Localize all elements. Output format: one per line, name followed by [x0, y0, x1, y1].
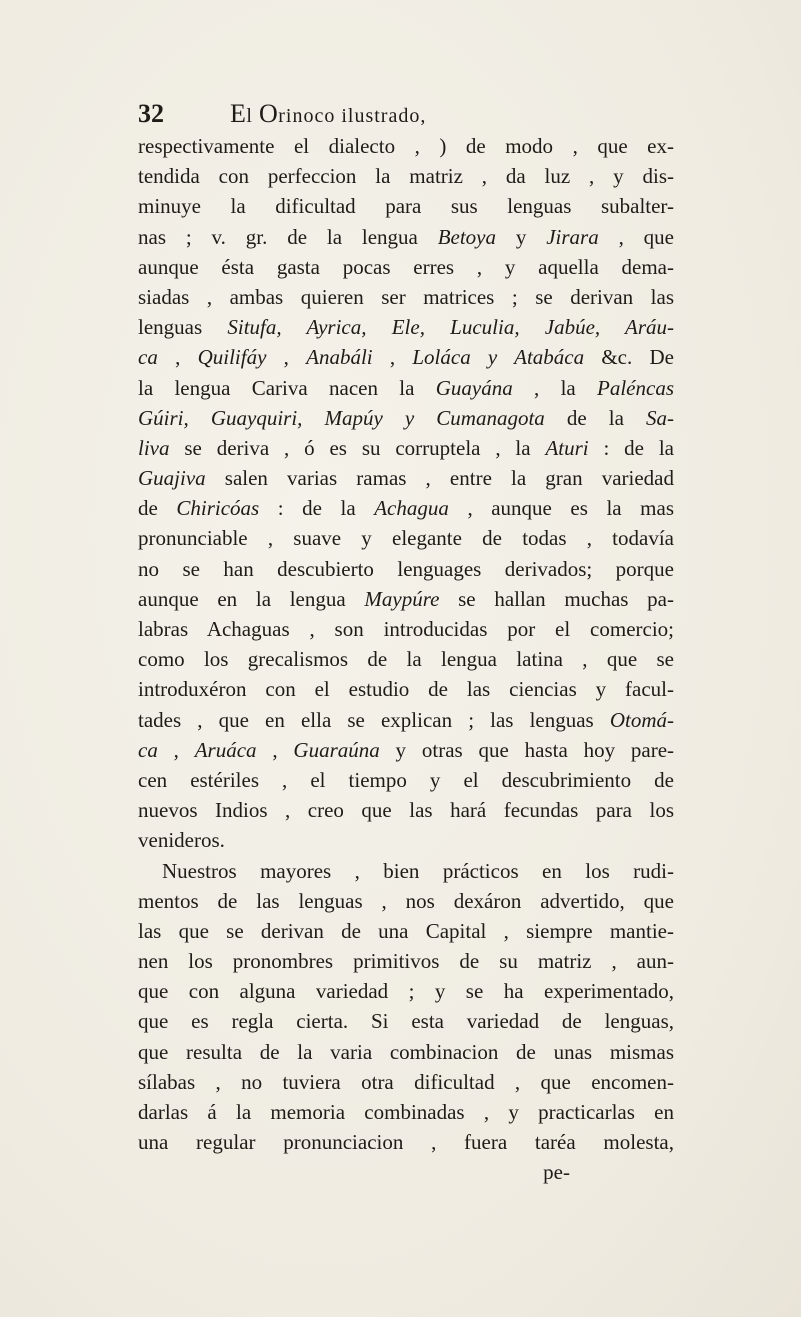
text-run: nen los pronombres primitivos de su matriz , aun-: [138, 949, 674, 974]
text-line: [138, 161, 674, 191]
text-run: : de la: [259, 496, 375, 521]
text-line: [138, 795, 674, 825]
italic-term: Achagua: [374, 496, 449, 521]
text-line: [138, 493, 674, 523]
text-run: de: [138, 496, 177, 521]
text-run: salen varias ramas , entre la gran variedad: [205, 466, 674, 491]
text-run: pronunciable , suave y elegante de todas , todavía: [138, 526, 674, 551]
running-title: El Orinoco ilustrado,: [230, 99, 427, 128]
italic-term: Situfa, Ayrica, Ele, Luculia, Jabúe, Aráu-: [227, 315, 674, 340]
text-line: [138, 222, 674, 252]
italic-term: Betoya: [437, 224, 497, 249]
text-run: se deriva , ó es su corruptela , la: [169, 435, 546, 460]
text-line: [138, 644, 674, 674]
italic-term: Loláca y Atabáca: [412, 345, 585, 370]
text-line: [138, 523, 674, 553]
text-run: ,: [157, 737, 195, 762]
text-line: [138, 1127, 674, 1157]
italic-term: Aruáca: [194, 737, 257, 762]
italic-term: Jirara: [546, 224, 599, 249]
text-run: sílabas , no tuviera otra dificultad , que encomen-: [138, 1069, 674, 1094]
italic-term: Quilifáy: [197, 345, 267, 370]
text-run: , que: [598, 224, 674, 249]
text-run: una regular pronunciacion , fuera taréa molesta,: [138, 1130, 674, 1155]
text-run: ,: [266, 345, 307, 370]
text-run: venideros.: [138, 828, 225, 853]
text-line: [138, 131, 674, 161]
text-line: [138, 765, 674, 795]
italic-term: liva: [138, 435, 170, 460]
italic-term: Otomá-: [609, 707, 674, 732]
text-run: ,: [157, 345, 198, 370]
italic-term: Guayána: [435, 375, 513, 400]
italic-term: Aturi: [545, 435, 589, 460]
text-line: [138, 252, 674, 282]
text-run: mentos de las lenguas , nos dexáron advertido, que: [138, 888, 674, 913]
text-run: como los grecalismos de la lengua latina , que se: [138, 647, 674, 672]
text-line: [138, 886, 674, 916]
text-run: ,: [256, 737, 294, 762]
italic-term: Chiricóas: [176, 496, 260, 521]
text-line: [138, 282, 674, 312]
text-line: [138, 191, 674, 221]
italic-term: Paléncas: [597, 375, 674, 400]
italic-term: Maypúre: [364, 586, 440, 611]
text-run: : de la: [588, 435, 674, 460]
text-run: que resulta de la varia combinacion de unas mismas: [138, 1039, 674, 1064]
body-text: [138, 131, 674, 1188]
text-run: minuye la dificultad para sus lenguas subalter-: [138, 194, 674, 219]
italic-term: Guaraúna: [293, 737, 380, 762]
text-run: se hallan muchas pa-: [439, 586, 674, 611]
text-run: cen estériles , el tiempo y el descubrimiento de: [138, 767, 674, 792]
text-line: [138, 1097, 674, 1127]
text-line: [138, 554, 674, 584]
text-line: [138, 1006, 674, 1036]
text-run: tades , que en ella se explican ; las lenguas: [138, 707, 610, 732]
text-line: [138, 674, 674, 704]
text-run: labras Achaguas , son introducidas por el comercio;: [138, 617, 674, 641]
text-run: no se han descubierto lenguages derivados; porque: [138, 556, 674, 581]
text-line: [138, 856, 674, 886]
text-run: Nuestros mayores , bien prácticos en los rudi-: [162, 858, 674, 883]
text-run: que con alguna variedad ; y se ha experimentado,: [138, 979, 674, 1004]
text-run: y otras que hasta hoy pare-: [379, 737, 675, 762]
text-line: [138, 705, 674, 735]
text-run: las que se derivan de una Capital , siempre mantie-: [138, 918, 674, 943]
italic-term: Gúiri, Guayquiri, Mapúy y Cumanagota: [138, 405, 545, 430]
italic-term: Sa-: [646, 405, 674, 430]
text-run: ,: [372, 345, 413, 370]
catchword: pe-: [543, 1160, 570, 1185]
text-run: y: [496, 224, 547, 249]
text-run: respectivamente el dialecto , ) de modo , que ex-: [138, 134, 674, 158]
text-line: [138, 916, 674, 946]
text-line: [138, 403, 674, 433]
text-run: &c. De: [584, 345, 674, 370]
text-line: [138, 312, 674, 342]
text-run: , la: [512, 375, 598, 400]
text-run: que es regla cierta. Si esta variedad de lenguas,: [138, 1009, 674, 1034]
text-line: [138, 584, 674, 614]
text-run: nas ; v. gr. de la lengua: [138, 224, 438, 249]
text-line: [138, 976, 674, 1006]
italic-term: ca: [138, 737, 158, 762]
text-run: darlas á la memoria combinadas , y practicarlas en: [138, 1100, 674, 1124]
text-run: la lengua Cariva nacen la: [138, 375, 436, 400]
italic-term: ca: [138, 345, 158, 370]
text-run: de la: [544, 405, 646, 430]
text-run: aunque ésta gasta pocas erres , y aquella dema-: [138, 254, 674, 279]
text-line: [138, 1067, 674, 1097]
text-run: siadas , ambas quieren ser matrices ; se derivan las: [138, 284, 674, 309]
text-run: , aunque es la mas: [448, 496, 675, 521]
text-line: [138, 373, 674, 403]
text-run: aunque en la lengua: [138, 586, 365, 611]
text-line: [138, 433, 674, 463]
text-line: [138, 342, 674, 372]
text-line: [138, 614, 674, 644]
text-line: [138, 735, 674, 765]
text-line: [138, 463, 674, 493]
italic-term: Anabáli: [306, 345, 373, 370]
italic-term: Guajiva: [138, 466, 206, 491]
text-run: lenguas: [138, 315, 228, 340]
running-header: [138, 96, 658, 132]
text-line: [138, 946, 674, 976]
text-run: nuevos Indios , creo que las hará fecundas para los: [138, 798, 674, 823]
text-line: [138, 1037, 674, 1067]
text-line: [138, 825, 674, 855]
text-run: introduxéron con el estudio de las ciencias y facul-: [138, 677, 674, 702]
page-number: 32: [138, 99, 164, 128]
text-run: tendida con perfeccion la matriz , da luz , y dis-: [138, 164, 674, 189]
